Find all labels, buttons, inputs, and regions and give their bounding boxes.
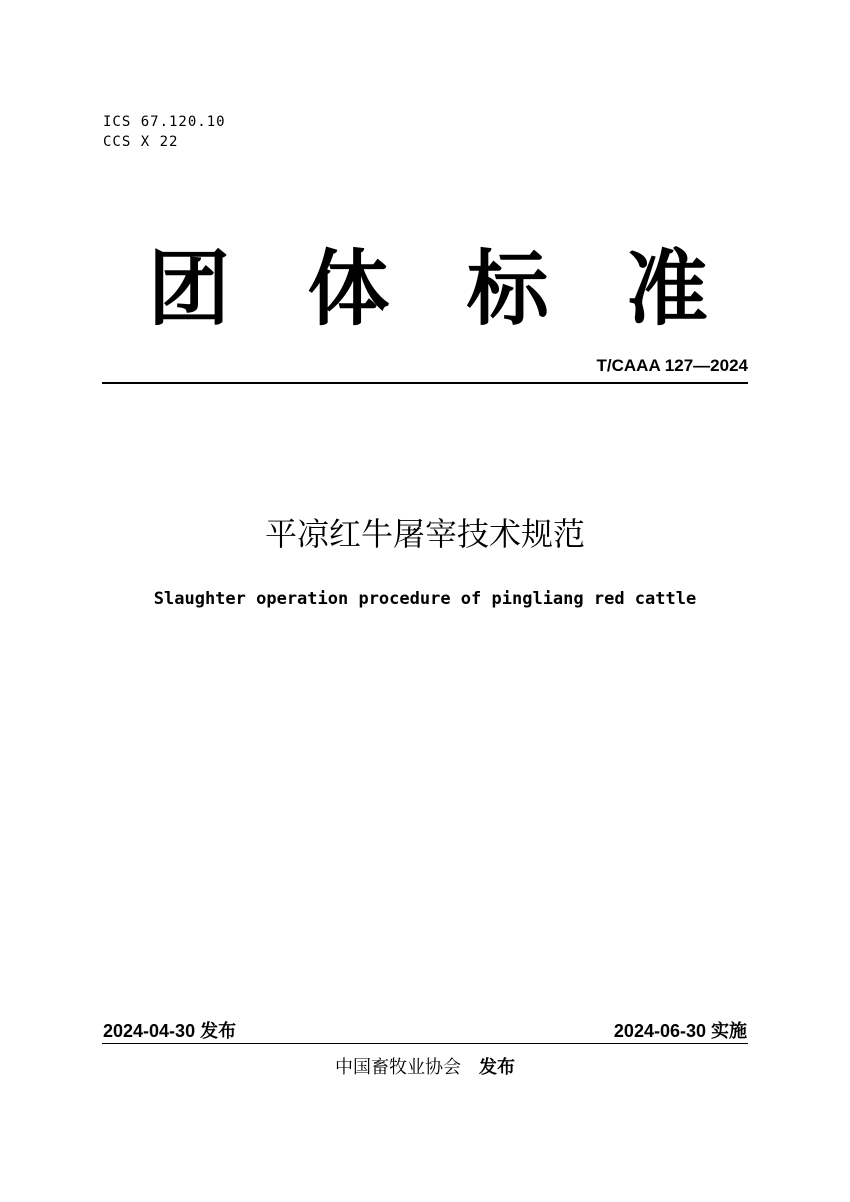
issue-date: 2024-04-30 发布 xyxy=(103,1021,237,1041)
publisher-organization: 中国畜牧业协会 xyxy=(335,1057,461,1078)
top-divider xyxy=(102,382,748,384)
title-char-2: 体 xyxy=(307,242,390,337)
publisher-label: 发布 xyxy=(479,1057,515,1078)
title-char-4: 准 xyxy=(625,242,708,337)
standard-type-title xyxy=(148,242,708,337)
ccs-code: CCS X 22 xyxy=(103,134,179,150)
publisher-line xyxy=(0,1055,850,1081)
chinese-title: 平凉红牛屠宰技术规范 xyxy=(264,515,585,553)
standard-code: T/CAAA 127—2024 xyxy=(596,356,748,375)
ics-code: ICS 67.120.10 xyxy=(103,114,226,130)
title-char-3: 标 xyxy=(466,242,549,337)
bottom-divider xyxy=(102,1043,748,1044)
english-title: Slaughter operation procedure of pingliang red cattle xyxy=(153,589,697,609)
title-char-1: 团 xyxy=(148,242,231,337)
classification-codes xyxy=(103,112,226,152)
implementation-date: 2024-06-30 实施 xyxy=(613,1021,747,1041)
